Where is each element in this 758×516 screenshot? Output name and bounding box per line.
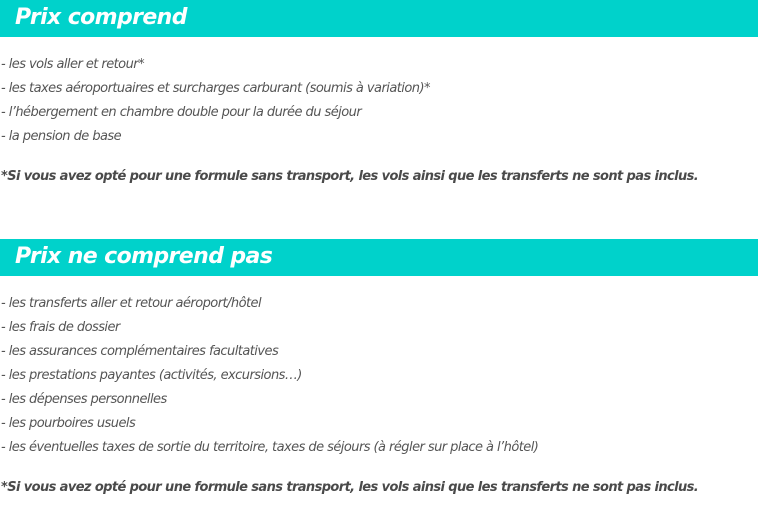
list-item: - les vols aller et retour* bbox=[1, 57, 145, 72]
included-section-title: Prix comprend bbox=[15, 5, 187, 30]
excluded-section-title: Prix ne comprend pas bbox=[15, 244, 273, 269]
included-section-header bbox=[0, 0, 758, 37]
included-list bbox=[1, 53, 430, 149]
list-item: - les assurances complémentaires facultatives bbox=[1, 344, 279, 359]
list-item: - les éventuelles taxes de sortie du territoire, taxes de séjours (à régler sur place à l’hôtel) bbox=[1, 440, 539, 455]
list-item: - les frais de dossier bbox=[1, 320, 120, 335]
excluded-transport-note: *Si vous avez opté pour une formule sans transport, les vols ainsi que les transferts ne sont pas inclus. bbox=[1, 480, 699, 495]
list-item: - les pourboires usuels bbox=[1, 416, 136, 431]
list-item: - l’hébergement en chambre double pour la durée du séjour bbox=[1, 105, 362, 120]
list-item: - les dépenses personnelles bbox=[1, 392, 167, 407]
list-item: - les transferts aller et retour aéroport/hôtel bbox=[1, 296, 262, 311]
included-transport-note: *Si vous avez opté pour une formule sans transport, les vols ainsi que les transferts ne sont pas inclus. bbox=[1, 169, 699, 184]
excluded-list bbox=[1, 292, 538, 460]
excluded-section-header bbox=[0, 239, 758, 276]
list-item: - les prestations payantes (activités, excursions…) bbox=[1, 368, 302, 383]
list-item: - les taxes aéroportuaires et surcharges carburant (soumis à variation)* bbox=[1, 81, 430, 96]
list-item: - la pension de base bbox=[1, 129, 122, 144]
